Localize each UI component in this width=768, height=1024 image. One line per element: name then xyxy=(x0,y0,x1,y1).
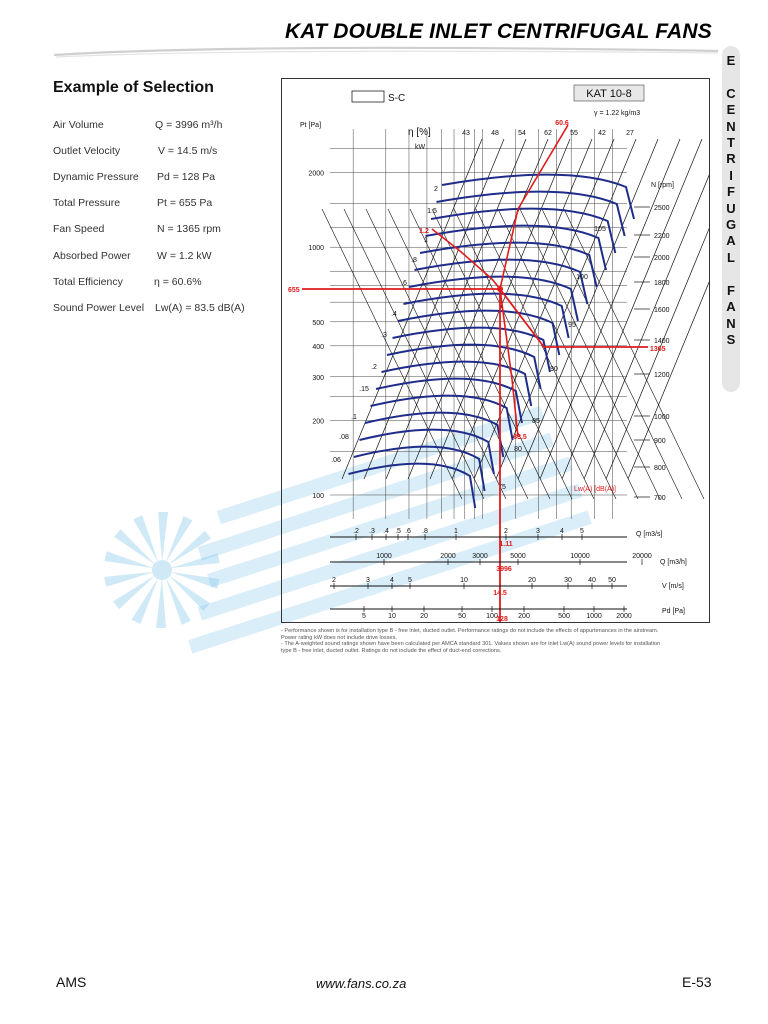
n-tick-label: 2500 xyxy=(654,205,670,212)
pd-tick-label: 10 xyxy=(388,613,396,620)
q-m3s-tick-label: .4 xyxy=(383,528,389,535)
selection-value: Pt = 655 Pa xyxy=(157,197,213,209)
fan-performance-chart xyxy=(281,78,710,623)
footnotes xyxy=(281,628,721,654)
v-tick-label: 50 xyxy=(608,577,616,584)
power-line xyxy=(344,209,484,499)
n-tick-label: 1000 xyxy=(654,414,670,421)
n-tick-label: 1600 xyxy=(654,307,670,314)
footer-url-link[interactable]: www.fans.co.za xyxy=(316,976,407,991)
q-m3h-tick-label: 20000 xyxy=(632,553,652,560)
pt-highlight-label: 655 xyxy=(288,287,300,294)
power-label: .6 xyxy=(401,280,407,287)
system-line xyxy=(342,139,482,479)
footnote-line: - Performance shown is for installation type B - free inlet, ducted outlet. Performance ratings do not include the effects of appurtenances in the airstream. xyxy=(281,628,659,634)
pd-tick-label: 50 xyxy=(458,613,466,620)
side-tab-letter: L xyxy=(727,249,735,265)
selection-heading: Example of Selection xyxy=(53,79,214,96)
footnote-line: - The A-weighted sound ratings shown have been calculated per AMCA standard 301. Values shown are for inlet Lw(A) sound power levels for installation xyxy=(281,641,661,647)
selection-label: Sound Power Level xyxy=(53,302,145,314)
eta-tick-label: 62 xyxy=(544,130,552,137)
selection-label: Dynamic Pressure xyxy=(53,171,139,183)
pd-tick-label: 100 xyxy=(486,613,498,620)
side-tab-letter: U xyxy=(726,200,736,216)
footnote-line: type B - free inlet, ducted outlet. Ratings do not include the effect of duct-end corrections. xyxy=(281,647,502,654)
q-m3s-tick-label: .2 xyxy=(353,528,359,535)
title-underline-swoosh xyxy=(50,45,720,65)
side-tab-letter: F xyxy=(727,282,735,298)
power-label: 2 xyxy=(434,186,438,193)
lw-axis-label: Lw(A) [dB(A)] xyxy=(574,486,617,493)
pd-axis-label: Pd [Pa] xyxy=(662,608,685,615)
side-tab-letter: F xyxy=(727,184,735,200)
pt-tick-label: 200 xyxy=(312,418,324,426)
selection-label: Total Pressure xyxy=(53,197,121,209)
q-m3h-tick-label: 10000 xyxy=(570,553,590,560)
pd-tick-label: 200 xyxy=(518,613,530,620)
system-line xyxy=(408,139,548,479)
n-tick-label: 900 xyxy=(654,438,666,445)
v-tick-label: 30 xyxy=(564,577,572,584)
selection-value: Lw(A) = 83.5 dB(A) xyxy=(155,302,245,314)
footer-brand: AMS xyxy=(56,974,87,990)
lw-value-label: 90 xyxy=(550,366,558,373)
power-line xyxy=(454,209,594,499)
side-tab-letter: I xyxy=(729,167,733,183)
side-tab-letter: R xyxy=(726,151,736,167)
pt-tick-label: 300 xyxy=(312,374,324,382)
n-axis-label: N [rpm] xyxy=(651,182,674,189)
eta-peak-label: 60.6 xyxy=(555,120,569,127)
side-tab-letter: E xyxy=(726,102,736,118)
q-m3s-tick-label: .5 xyxy=(395,528,401,535)
selection-label: Air Volume xyxy=(53,119,104,131)
eta-tick-label: 42 xyxy=(598,130,606,137)
side-tab-letter: N xyxy=(726,118,736,134)
system-line xyxy=(474,139,614,479)
selection-point xyxy=(497,286,503,292)
system-line xyxy=(386,139,526,479)
q-m3s-tick-label: 3 xyxy=(536,528,540,535)
selection-value: V = 14.5 m/s xyxy=(158,145,218,157)
chart-svg xyxy=(282,79,710,623)
pd-tick-label: 20 xyxy=(420,613,428,620)
v-tick-label: 40 xyxy=(588,577,596,584)
kw-label: kW xyxy=(415,144,426,151)
n-tick-label: 800 xyxy=(654,465,666,472)
v-tick-label: 2 xyxy=(332,577,336,584)
v-tick-label: 4 xyxy=(390,577,394,584)
q-m3h-tick-label: 3000 xyxy=(472,553,488,560)
q-m3s-tick-label: 5 xyxy=(580,528,584,535)
power-label: .06 xyxy=(331,457,341,464)
q-m3h-axis-label: Q [m3/h] xyxy=(660,559,687,566)
side-tab-letter xyxy=(722,266,740,282)
lw-value-label: 75 xyxy=(498,484,506,491)
side-tab-letter: S xyxy=(726,331,736,347)
power-line xyxy=(542,209,682,499)
n-tick-label: 1400 xyxy=(654,338,670,345)
pt-axis-label: Pt [Pa] xyxy=(300,122,322,129)
side-tab-letter xyxy=(722,69,740,85)
pt-tick-label: 100 xyxy=(312,492,324,500)
lw-value-label: 85 xyxy=(532,418,540,425)
pd-tick-label: 1000 xyxy=(586,613,602,620)
power-label: 1.5 xyxy=(427,208,437,215)
pt-tick-label: 500 xyxy=(312,319,324,327)
legend-box xyxy=(352,91,384,102)
lw-value-label: 100 xyxy=(576,274,588,281)
q-m3s-tick-label: .6 xyxy=(405,528,411,535)
lw-value-label: 95 xyxy=(568,322,576,329)
power-label: .1 xyxy=(351,414,357,421)
power-label: .3 xyxy=(381,332,387,339)
selection-value: η = 60.6% xyxy=(154,276,202,288)
power-label: 1 xyxy=(424,237,428,244)
side-tab-letter: N xyxy=(726,315,736,331)
q-m3s-axis-label: Q [m3/s] xyxy=(636,531,663,538)
eta-tick-label: 55 xyxy=(570,130,578,137)
power-label: .4 xyxy=(391,311,397,318)
side-tab-letter: T xyxy=(727,135,735,151)
lw-value-label: 80 xyxy=(514,446,522,453)
selection-value: N = 1365 rpm xyxy=(157,223,221,235)
n-tick-label: 2200 xyxy=(654,233,670,240)
power-line xyxy=(498,209,638,499)
n-tick-label: 700 xyxy=(654,495,666,502)
n-tick-label: 1800 xyxy=(654,280,670,287)
side-tab-letter: C xyxy=(726,85,736,101)
q-m3s-highlight: 1.11 xyxy=(499,541,513,548)
eta-tick-label: 43 xyxy=(462,130,470,137)
v-axis-label: V [m/s] xyxy=(662,583,684,590)
selection-label: Fan Speed xyxy=(53,223,105,235)
power-label: .2 xyxy=(371,364,377,371)
pd-tick-label: 500 xyxy=(558,613,570,620)
pd-highlight: 128 xyxy=(496,616,508,623)
page-title: KAT DOUBLE INLET CENTRIFUGAL FANS xyxy=(285,20,712,43)
selection-label: Outlet Velocity xyxy=(53,145,121,157)
power-highlight-label: 1.2 xyxy=(419,228,429,235)
lw-value-label: 105 xyxy=(594,226,606,233)
eta-label: η [%] xyxy=(408,127,431,138)
v-tick-label: 5 xyxy=(408,577,412,584)
q-m3h-tick-label: 1000 xyxy=(376,553,392,560)
q-m3h-highlight: 3996 xyxy=(496,566,512,573)
side-tab-letter: G xyxy=(725,217,737,233)
v-highlight: 14.5 xyxy=(493,590,507,597)
side-tab-letter: E xyxy=(726,53,736,68)
power-label: .08 xyxy=(339,434,349,441)
n-tick-label: 1200 xyxy=(654,372,670,379)
v-tick-label: 20 xyxy=(528,577,536,584)
selection-label: Absorbed Power xyxy=(53,250,131,262)
n-highlight-label: 1365 xyxy=(650,346,666,353)
eta-tick-label: 27 xyxy=(626,130,634,137)
footer-page-number: E-53 xyxy=(682,974,712,990)
pt-tick-label: 2000 xyxy=(308,170,324,178)
side-tab-letter: A xyxy=(726,299,736,315)
q-m3s-tick-label: .8 xyxy=(422,528,428,535)
system-line xyxy=(562,139,702,479)
pd-tick-label: 5 xyxy=(362,613,366,620)
legend-box-label: S-C xyxy=(388,93,406,104)
selection-label: Total Efficiency xyxy=(53,276,123,288)
side-tab-letter: A xyxy=(726,233,736,249)
power-label: .8 xyxy=(411,257,417,264)
q-m3s-tick-label: .3 xyxy=(369,528,375,535)
pt-tick-label: 1000 xyxy=(308,245,324,253)
v-tick-label: 10 xyxy=(460,577,468,584)
model-label: KAT 10-8 xyxy=(586,88,632,100)
selection-value: Q = 3996 m³/h xyxy=(155,119,223,131)
footnote-line: Power rating kW does not include drive losses. xyxy=(281,634,397,641)
lw-highlight-label: 83.5 xyxy=(513,434,527,441)
selection-value: W = 1.2 kW xyxy=(157,250,212,262)
power-line xyxy=(520,209,660,499)
n-tick-label: 2000 xyxy=(654,255,670,262)
pt-tick-label: 400 xyxy=(312,343,324,351)
eta-tick-label: 54 xyxy=(518,130,526,137)
power-label: .15 xyxy=(359,386,369,393)
selection-value: Pd = 128 Pa xyxy=(157,171,216,183)
q-m3h-tick-label: 5000 xyxy=(510,553,526,560)
density-label: γ = 1.22 kg/m3 xyxy=(594,110,641,117)
v-tick-label: 3 xyxy=(366,577,370,584)
q-m3s-tick-label: 1 xyxy=(454,528,458,535)
q-m3s-tick-label: 4 xyxy=(560,528,564,535)
eta-tick-label: 48 xyxy=(491,130,499,137)
q-m3h-tick-label: 2000 xyxy=(440,553,456,560)
q-m3s-tick-label: 2 xyxy=(504,528,508,535)
pd-tick-label: 2000 xyxy=(616,613,632,620)
